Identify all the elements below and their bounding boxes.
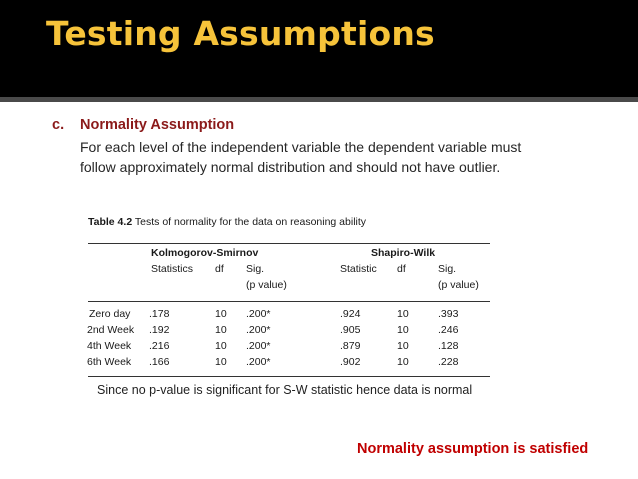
col-header-sw-sig: Sig. [438,263,457,275]
table-caption-label: Table 4.2 [88,216,133,228]
row-label: 2nd Week [87,324,135,336]
col-header-ks-df: df [215,263,224,275]
row-label: 6th Week [87,356,132,368]
cell-ks-sig: .200* [246,340,271,352]
header-divider [0,97,638,102]
cell-ks-df: 10 [215,340,227,352]
cell-sw-statistic: .902 [340,356,361,368]
col-header-sw-statistic: Statistic [340,263,377,275]
col-header-ks-sig: Sig. [246,263,265,275]
table-caption-text: Tests of normality for the data on reasoning ability [132,216,367,228]
row-label: 4th Week [87,340,132,352]
col-header-ks-statistics: Statistics [151,263,194,275]
cell-sw-df: 10 [397,356,409,368]
conclusion-note: Since no p-value is significant for S-W statistic hence data is normal [97,383,473,397]
section-heading [52,117,234,133]
cell-sw-statistic: .879 [340,340,361,352]
cell-sw-df: 10 [397,324,409,336]
cell-ks-df: 10 [215,308,227,320]
cell-ks-sig: .200* [246,356,271,368]
conclusion-statement: Normality assumption is satisfied [357,441,589,457]
col-header-sw-sig-pvalue: (p value) [438,279,479,291]
cell-sw-statistic: .905 [340,324,361,336]
slide-title: Testing Assumptions [46,14,435,53]
cell-sw-statistic: .924 [340,308,361,320]
cell-sw-df: 10 [397,308,409,320]
description-line-2: follow approximately normal distribution and should not have outlier. [80,159,501,175]
cell-ks-sig: .200* [246,308,271,320]
table-caption [88,216,366,228]
cell-ks-statistic: .216 [149,340,170,352]
cell-ks-df: 10 [215,324,227,336]
cell-ks-statistic: .166 [149,356,170,368]
section-number: c. [52,117,65,133]
table-top-rule [88,243,490,244]
cell-ks-statistic: .192 [149,324,170,336]
section-title: Normality Assumption [80,117,235,133]
cell-sw-sig: .246 [438,324,459,336]
row-label: Zero day [89,308,131,320]
description-line-1: For each level of the independent variable the dependent variable must [80,139,522,155]
group-header-ks: Kolmogorov-Smirnov [151,247,259,259]
col-header-ks-sig-pvalue: (p value) [246,279,287,291]
table-header-rule [88,301,490,302]
cell-sw-sig: .393 [438,308,459,320]
cell-ks-sig: .200* [246,324,271,336]
cell-sw-sig: .228 [438,356,459,368]
cell-sw-df: 10 [397,340,409,352]
cell-ks-statistic: .178 [149,308,170,320]
cell-ks-df: 10 [215,356,227,368]
description [80,137,600,177]
col-header-sw-df: df [397,263,406,275]
cell-sw-sig: .128 [438,340,459,352]
title-bar [0,0,638,97]
group-header-sw: Shapiro-Wilk [371,247,436,259]
table-bottom-rule [88,376,490,377]
